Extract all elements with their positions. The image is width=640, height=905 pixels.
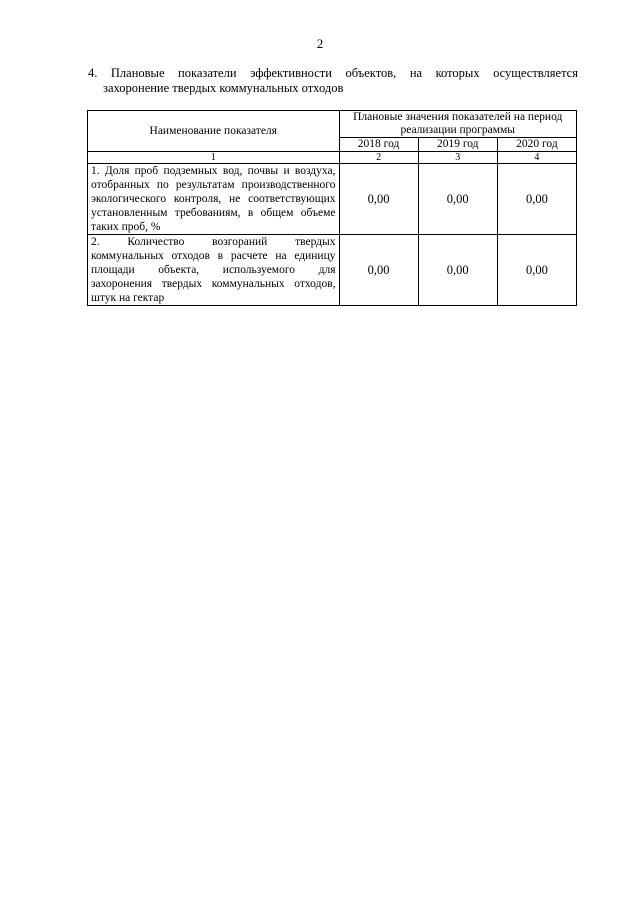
indicator-value: 0,00 [497, 235, 576, 306]
section-heading-line-2: захоронение твердых коммунальных отходов [103, 81, 344, 95]
heading-word: которых [435, 66, 480, 80]
header-year: 2020 год [497, 138, 576, 152]
heading-word: объектов, [345, 66, 397, 80]
indicator-name: 2. Количество возгораний твердых коммунальных отходов в расчете на единицу площади объекта, используемого для захоронения твердых коммунальных отходов, штук на гектар [88, 235, 340, 306]
section-heading [88, 66, 578, 96]
column-number: 1 [88, 152, 340, 164]
heading-word: осуществляется [493, 66, 578, 80]
indicator-value: 0,00 [339, 164, 418, 235]
heading-word: эффективности [250, 66, 332, 80]
header-year: 2019 год [418, 138, 497, 152]
indicator-value: 0,00 [418, 164, 497, 235]
column-number: 4 [497, 152, 576, 164]
heading-word: 4. [88, 66, 98, 80]
table-header-row [88, 111, 577, 138]
header-indicator-name: Наименование показателя [88, 111, 340, 152]
table-row [88, 235, 577, 306]
header-planned-values: Плановые значения показателей на период реализации программы [339, 111, 577, 138]
heading-word: на [409, 66, 423, 80]
table-row [88, 164, 577, 235]
section-heading-line-1 [88, 66, 578, 81]
heading-word: Плановые [110, 66, 165, 80]
indicator-value: 0,00 [418, 235, 497, 306]
header-year: 2018 год [339, 138, 418, 152]
heading-word: показатели [178, 66, 237, 80]
column-number: 2 [339, 152, 418, 164]
table-column-number-row [88, 152, 577, 164]
column-number: 3 [418, 152, 497, 164]
indicator-value: 0,00 [339, 235, 418, 306]
indicators-table [87, 110, 577, 306]
indicator-name: 1. Доля проб подземных вод, почвы и воздуха, отобранных по результатам производственного экологического контроля, не соответствующих установленным требованиям, в общем объеме таких проб, % [88, 164, 340, 235]
page-number: 2 [316, 36, 324, 51]
indicator-value: 0,00 [497, 164, 576, 235]
